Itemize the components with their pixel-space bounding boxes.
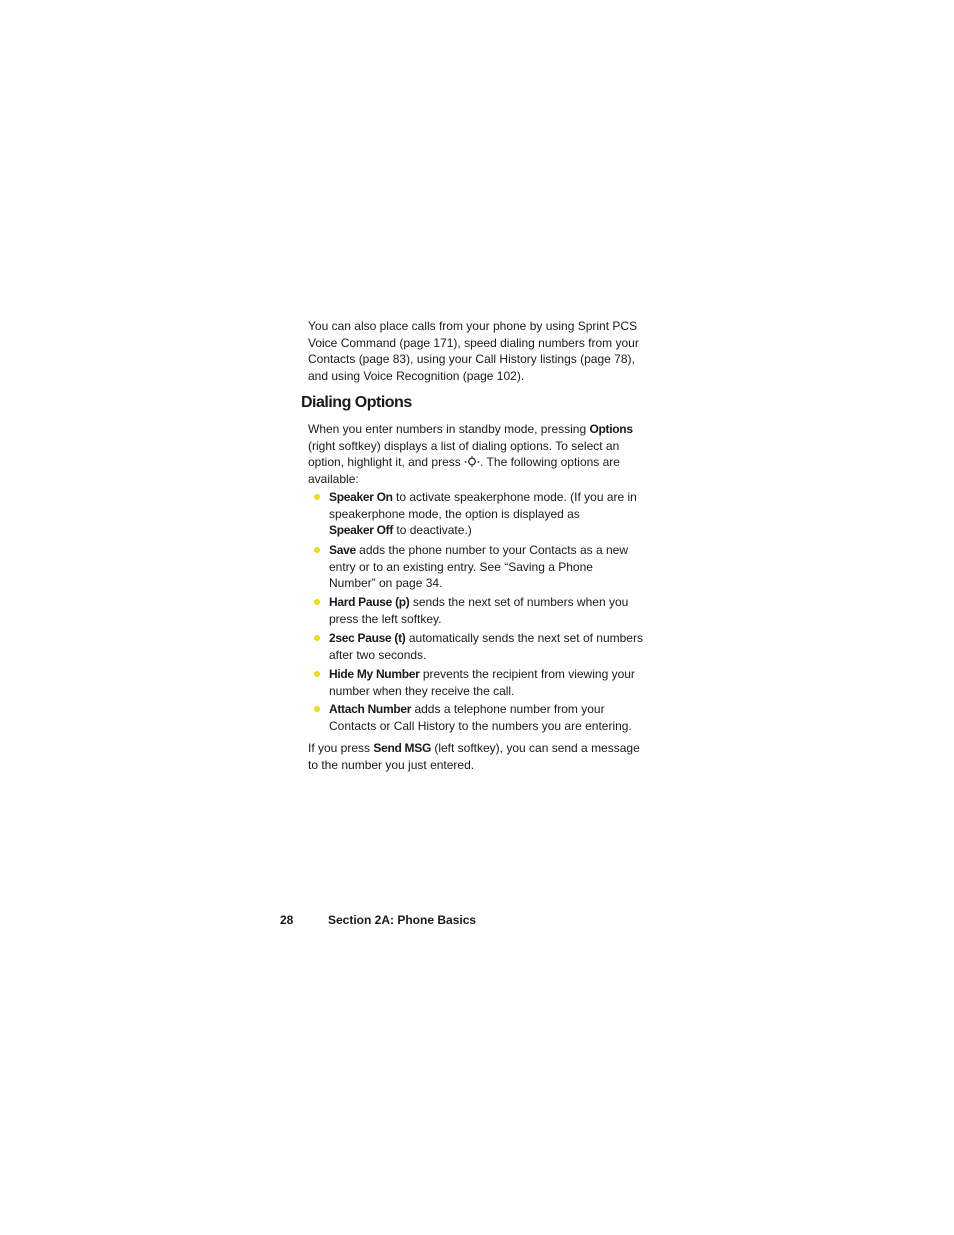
- closing-paragraph: [308, 740, 640, 773]
- text-segment: . The following options are: [480, 455, 620, 469]
- text-line: [308, 740, 640, 757]
- section-title: Section 2A: Phone Basics: [328, 913, 477, 927]
- text-line: [308, 318, 639, 335]
- text-segment: Contacts or Call History to the numbers you are entering.: [329, 718, 632, 733]
- bold-term: Speaker On: [329, 490, 393, 504]
- text-line: [329, 611, 628, 628]
- text-segment: Voice Command (page 171), speed dialing numbers from your: [308, 335, 639, 350]
- navigation-key-icon: [464, 455, 480, 469]
- bold-term: 2sec Pause (t): [329, 631, 406, 645]
- text-segment: Contacts (page 83), using your Call History listings (page 78),: [308, 352, 635, 366]
- text-segment: after two seconds.: [329, 647, 427, 662]
- text-line: [329, 559, 628, 576]
- bullet-icon: [314, 494, 320, 500]
- intro-paragraph: [308, 318, 639, 384]
- bullet-icon: [314, 599, 320, 605]
- text-line: [329, 575, 628, 592]
- list-item: [329, 701, 632, 734]
- text-line: [308, 421, 633, 438]
- list-item: [329, 630, 643, 663]
- bold-term: Speaker Off: [329, 523, 394, 537]
- text-segment: automatically sends the next set of numbers: [405, 631, 643, 645]
- text-segment: speakerphone mode, the option is displayed as: [329, 506, 580, 521]
- text-line: [329, 647, 643, 664]
- list-item: [329, 666, 635, 699]
- text-segment: and using Voice Recognition (page 102).: [308, 368, 525, 383]
- text-line: [329, 718, 632, 735]
- text-line: [329, 666, 635, 683]
- section-heading: Dialing Options: [301, 394, 412, 411]
- text-segment: number when they receive the call.: [329, 683, 515, 698]
- text-line: [308, 351, 639, 368]
- text-segment: (right softkey) displays a list of dialing options. To select an: [308, 438, 620, 453]
- text-line: [329, 594, 628, 611]
- list-item: [329, 489, 637, 539]
- bold-term: Attach Number: [329, 702, 412, 716]
- list-item: [329, 542, 628, 592]
- bullet-icon: [314, 547, 320, 553]
- text-line: [308, 757, 640, 774]
- text-segment: adds the phone number to your Contacts as a new: [355, 543, 628, 557]
- text-line: [308, 454, 633, 471]
- text-segment: You can also place calls from your phone by using Sprint PCS: [308, 319, 638, 333]
- bullet-icon: [314, 671, 320, 677]
- text-segment: press the left softkey.: [329, 611, 442, 626]
- text-segment: sends the next set of numbers when you: [409, 595, 629, 609]
- text-segment: (left softkey), you can send a message: [430, 741, 640, 755]
- text-line: [308, 368, 639, 385]
- text-line: [329, 542, 628, 559]
- text-segment: to deactivate.): [393, 523, 472, 537]
- bullet-icon: [314, 635, 320, 641]
- text-segment: prevents the recipient from viewing your: [419, 667, 635, 681]
- text-segment: to the number you just entered.: [308, 757, 475, 772]
- text-segment: option, highlight it, and press: [308, 455, 465, 469]
- text-segment: entry or to an existing entry. See “Saving a Phone: [329, 559, 593, 574]
- text-line: [329, 701, 632, 718]
- bullet-icon: [314, 706, 320, 712]
- bold-term: Save: [329, 543, 356, 557]
- text-line: [329, 683, 635, 700]
- bold-term: Options: [589, 422, 633, 436]
- text-segment: When you enter numbers in standby mode, pressing: [308, 422, 590, 436]
- text-segment: Number” on page 34.: [329, 576, 443, 590]
- text-line: [329, 522, 637, 539]
- bold-term: Send MSG: [373, 741, 431, 755]
- text-line: [329, 489, 637, 506]
- bold-term: Hide My Number: [329, 667, 420, 681]
- text-line: [308, 438, 633, 455]
- text-line: [308, 335, 639, 352]
- dialing-options-paragraph: [308, 421, 633, 487]
- text-segment: If you press: [308, 741, 374, 755]
- text-line: [308, 471, 633, 488]
- bold-term: Hard Pause (p): [329, 595, 410, 609]
- text-line: [329, 630, 643, 647]
- list-item: [329, 594, 628, 627]
- text-segment: available:: [308, 471, 359, 486]
- text-line: [329, 506, 637, 523]
- text-segment: adds a telephone number from your: [411, 702, 605, 716]
- page-number: 28: [280, 913, 294, 927]
- text-segment: to activate speakerphone mode. (If you are in: [392, 490, 637, 504]
